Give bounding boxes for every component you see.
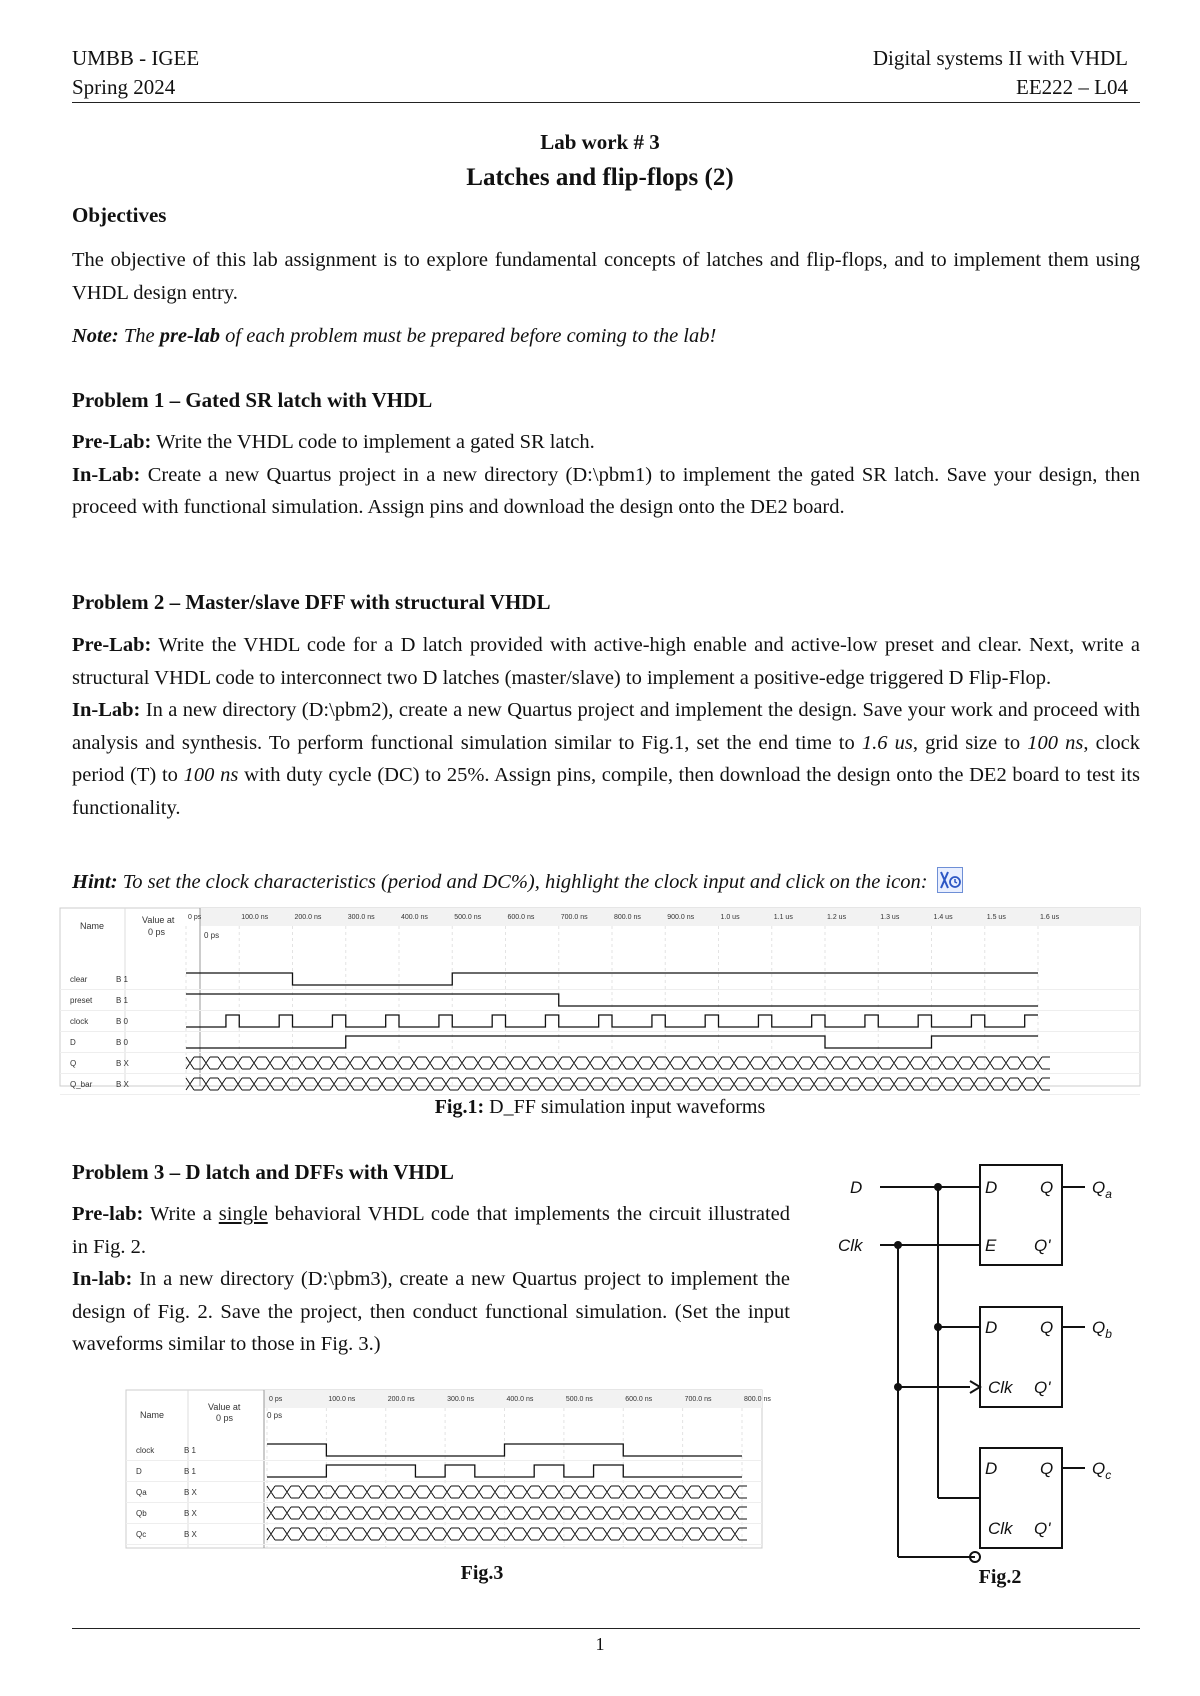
time-tick-label: 700.0 ns: [684, 1396, 712, 1403]
fig2-input-d: D: [850, 1178, 863, 1197]
signal-value: B 1: [184, 1467, 197, 1476]
signal-value: B 1: [116, 996, 129, 1005]
fig3-marker: 0 ps: [267, 1411, 283, 1420]
prelab-text: Write the VHDL code to implement a gated SR latch.: [156, 431, 595, 453]
time-tick-label: 400.0 ns: [401, 914, 428, 921]
inlab-text-d: with duty cycle (DC) to 25%. Assign pins, compile, then download the design onto the DE2 board to test its functionality.: [72, 764, 1141, 819]
fig2-junction-clk: [894, 1241, 902, 1249]
fig2-caption: Fig.2: [978, 1566, 1022, 1588]
fig2-ff2-d: D: [985, 1318, 998, 1337]
time-tick-label: 0 ps: [188, 914, 202, 921]
time-tick-label: 100.0 ns: [241, 914, 269, 921]
header-institution: UMBB - IGEE: [72, 46, 200, 70]
fig3-col-value2: 0 ps: [216, 1413, 234, 1423]
header-course-code: EE222 – L04: [1016, 75, 1128, 99]
problem1-inlab: [72, 459, 1140, 524]
note-post: of each problem must be prepared before coming to the lab!: [225, 325, 717, 347]
signal-name: clock: [136, 1446, 155, 1455]
prelab-label: Pre-Lab:: [72, 431, 152, 453]
fig1-caption-text: D_FF simulation input waveforms: [489, 1096, 766, 1118]
signal-name: D: [136, 1467, 142, 1476]
signal-value: B 0: [116, 1038, 129, 1047]
time-tick-label: 1.0 us: [720, 914, 740, 921]
problem3-body: [72, 1198, 790, 1361]
inlab-label: In-lab:: [72, 1268, 133, 1290]
fig2-ff1-d: D: [985, 1178, 998, 1197]
signal-value: B X: [184, 1509, 197, 1518]
fig2-ff1-q: Q: [1040, 1178, 1054, 1197]
header-semester: Spring 2024: [72, 75, 176, 99]
fig1-marker: 0 ps: [204, 931, 220, 940]
prelab-single: single: [218, 1203, 268, 1225]
prelab-text-b: behavioral VHDL code that implements the circuit illustrated in Fig. 2.: [72, 1203, 791, 1258]
signal-value: B 0: [116, 1017, 129, 1026]
problem2-hint: [72, 866, 1172, 899]
fig3-waveform: [126, 1390, 771, 1548]
signal-value: B 1: [116, 975, 129, 984]
inlab-text: In a new directory (D:\pbm3), create a new Quartus project to implement the design of Fig. 2. Save the project, then conduct functional simulation. (Set the input waveforms similar to those in Fig. 3.): [72, 1268, 790, 1355]
time-tick-label: 500.0 ns: [454, 914, 482, 921]
signal-value: B X: [116, 1059, 129, 1068]
time-tick-label: 1.2 us: [827, 914, 847, 921]
signal-name: Q: [70, 1059, 77, 1068]
fig2-ff2-clk: Clk: [988, 1378, 1013, 1397]
problem2-heading: Problem 2 – Master/slave DFF with structural VHDL: [72, 590, 551, 614]
time-tick-label: 200.0 ns: [387, 1396, 415, 1403]
problem1-body: [72, 426, 1140, 524]
fig2-junction-d2: [934, 1323, 942, 1331]
signal-name: preset: [70, 996, 93, 1005]
time-tick-label: 900.0 ns: [667, 914, 695, 921]
time-tick-label: 700.0 ns: [560, 914, 588, 921]
time-tick-label: 600.0 ns: [507, 914, 535, 921]
time-tick-label: 1.1 us: [773, 914, 793, 921]
time-tick-label: 0 ps: [269, 1396, 283, 1403]
fig2-ff2-qbar: Q': [1034, 1378, 1051, 1397]
signal-value: B 1: [184, 1446, 197, 1455]
time-tick-label: 300.0 ns: [347, 914, 375, 921]
signal-name: Qa: [136, 1488, 147, 1497]
fig2-ff3-q: Q: [1040, 1459, 1054, 1478]
time-tick-label: 400.0 ns: [506, 1396, 534, 1403]
signal-name: Qb: [136, 1509, 147, 1518]
inlab-grid-size: 100 ns: [1027, 731, 1084, 754]
header-left: [72, 44, 199, 102]
fig1-caption: [0, 1096, 1200, 1119]
fig2-junction-clk2: [894, 1383, 902, 1391]
signal-name: clock: [70, 1017, 89, 1026]
hint-label: Hint:: [72, 871, 118, 893]
fig2-ff1-qbar: Q': [1034, 1236, 1051, 1255]
signal-name: D: [70, 1038, 76, 1047]
footer-divider: [72, 1628, 1140, 1629]
header-course-name: Digital systems II with VHDL: [872, 46, 1128, 70]
header-divider: [72, 102, 1140, 103]
fig1-col-value: Value at: [142, 915, 175, 925]
signal-name: Q_bar: [70, 1080, 93, 1089]
problem3-inlab: [72, 1263, 790, 1361]
inlab-label: In-Lab:: [72, 463, 141, 486]
fig2-input-clk: Clk: [838, 1236, 863, 1255]
time-tick-label: 1.6 us: [1040, 914, 1060, 921]
fig2-ff3-clk: Clk: [988, 1519, 1013, 1538]
problem3-heading: Problem 3 – D latch and DFFs with VHDL: [72, 1160, 454, 1184]
time-tick-label: 600.0 ns: [625, 1396, 653, 1403]
fig2-circuit: [820, 1160, 1150, 1560]
fig2-ff2-out: $Q_b$: [1092, 1318, 1112, 1341]
inlab-text: Create a new Quartus project in a new directory (D:\pbm1) to implement the gated SR latch. Save your design, then proceed with functional simulation. Assign pins and download the design onto the DE2 board.: [72, 463, 1140, 518]
fig2-ff1-en: E: [985, 1236, 997, 1255]
fig1-col-name: Name: [80, 921, 105, 931]
signal-name: Qc: [136, 1530, 147, 1539]
time-tick-label: 100.0 ns: [328, 1396, 356, 1403]
fig3-caption: Fig.3: [460, 1562, 504, 1584]
time-tick-label: 800.0 ns: [744, 1396, 771, 1403]
signal-name: clear: [70, 975, 88, 984]
inlab-text-c: , clock period (T) to: [72, 731, 1140, 786]
prelab-label: Pre-lab:: [72, 1203, 144, 1225]
inlab-clock-period: 100 ns: [183, 764, 239, 786]
fig2-junction-d: [934, 1183, 942, 1191]
page-number: 1: [595, 1634, 605, 1654]
fig3-col-value: Value at: [208, 1402, 241, 1412]
problem2-prelab: [72, 629, 1140, 694]
fig2-ff3-d: D: [985, 1459, 998, 1478]
time-tick-label: 800.0 ns: [614, 914, 641, 921]
fig1-caption-label: Fig.1:: [434, 1096, 485, 1118]
signal-value: B X: [184, 1530, 197, 1539]
fig2-ff3-qbar: Q': [1034, 1519, 1051, 1538]
time-tick-label: 1.4 us: [933, 914, 953, 921]
problem2-inlab: [72, 694, 1140, 824]
objectives-note: [72, 320, 1140, 353]
prelab-label: Pre-Lab:: [72, 634, 152, 656]
note-bold: pre-lab: [159, 325, 221, 347]
problem2-body: [72, 629, 1140, 824]
inlab-text-b: , grid size to: [912, 731, 1021, 754]
inlab-label: In-Lab:: [72, 699, 141, 721]
fig2-ff2-q: Q: [1040, 1318, 1054, 1337]
time-tick-label: 1.3 us: [880, 914, 900, 921]
lab-number: Lab work # 3: [540, 130, 660, 154]
fig2-ff3-out: $Q_c$: [1092, 1459, 1112, 1482]
time-tick-label: 200.0 ns: [294, 914, 322, 921]
signal-value: B X: [184, 1488, 197, 1497]
lab-title: Latches and flip-flops (2): [466, 164, 734, 191]
signal-value: B X: [116, 1080, 129, 1089]
time-tick-label: 300.0 ns: [447, 1396, 474, 1403]
hint-text: To set the clock characteristics (period and DC%), highlight the clock input and click on the icon:: [122, 871, 928, 893]
fig2-ff1-out: $Q_a$: [1092, 1178, 1112, 1201]
prelab-text-a: Write a: [149, 1203, 212, 1225]
prelab-text: Write the VHDL code for a D latch provided with active-high enable and active-low preset and clear. Next, write a structural VHDL code to interconnect two D latches (master/slave) to implement a positive-edge triggered D Flip-Flop.: [72, 634, 1140, 689]
header-right: [873, 44, 1128, 102]
problem1-prelab: [72, 426, 1140, 459]
objectives-heading: Objectives: [72, 203, 167, 227]
fig1-waveform: [60, 908, 1140, 1089]
problem1-heading: Problem 1 – Gated SR latch with VHDL: [72, 388, 433, 412]
fig1-col-value2: 0 ps: [148, 927, 166, 937]
inlab-text-a: In a new directory (D:\pbm2), create a new Quartus project and implement the design. Save your work and proceed with analysis and synthesis. To perform functional simulation similar to Fig.1, set the end time to: [72, 699, 1141, 754]
time-tick-label: 1.5 us: [986, 914, 1006, 921]
note-pre: The: [123, 325, 155, 347]
note-label: Note:: [72, 325, 119, 347]
clock-settings-icon: [937, 867, 963, 893]
inlab-end-time: 1.6 us: [861, 731, 913, 754]
time-tick-label: 500.0 ns: [565, 1396, 593, 1403]
objectives-text: The objective of this lab assignment is to explore fundamental concepts of latches and flip-flops, and to implement them using VHDL design entry.: [72, 249, 1140, 304]
fig3-col-name: Name: [140, 1410, 165, 1420]
problem3-prelab: [72, 1198, 790, 1263]
